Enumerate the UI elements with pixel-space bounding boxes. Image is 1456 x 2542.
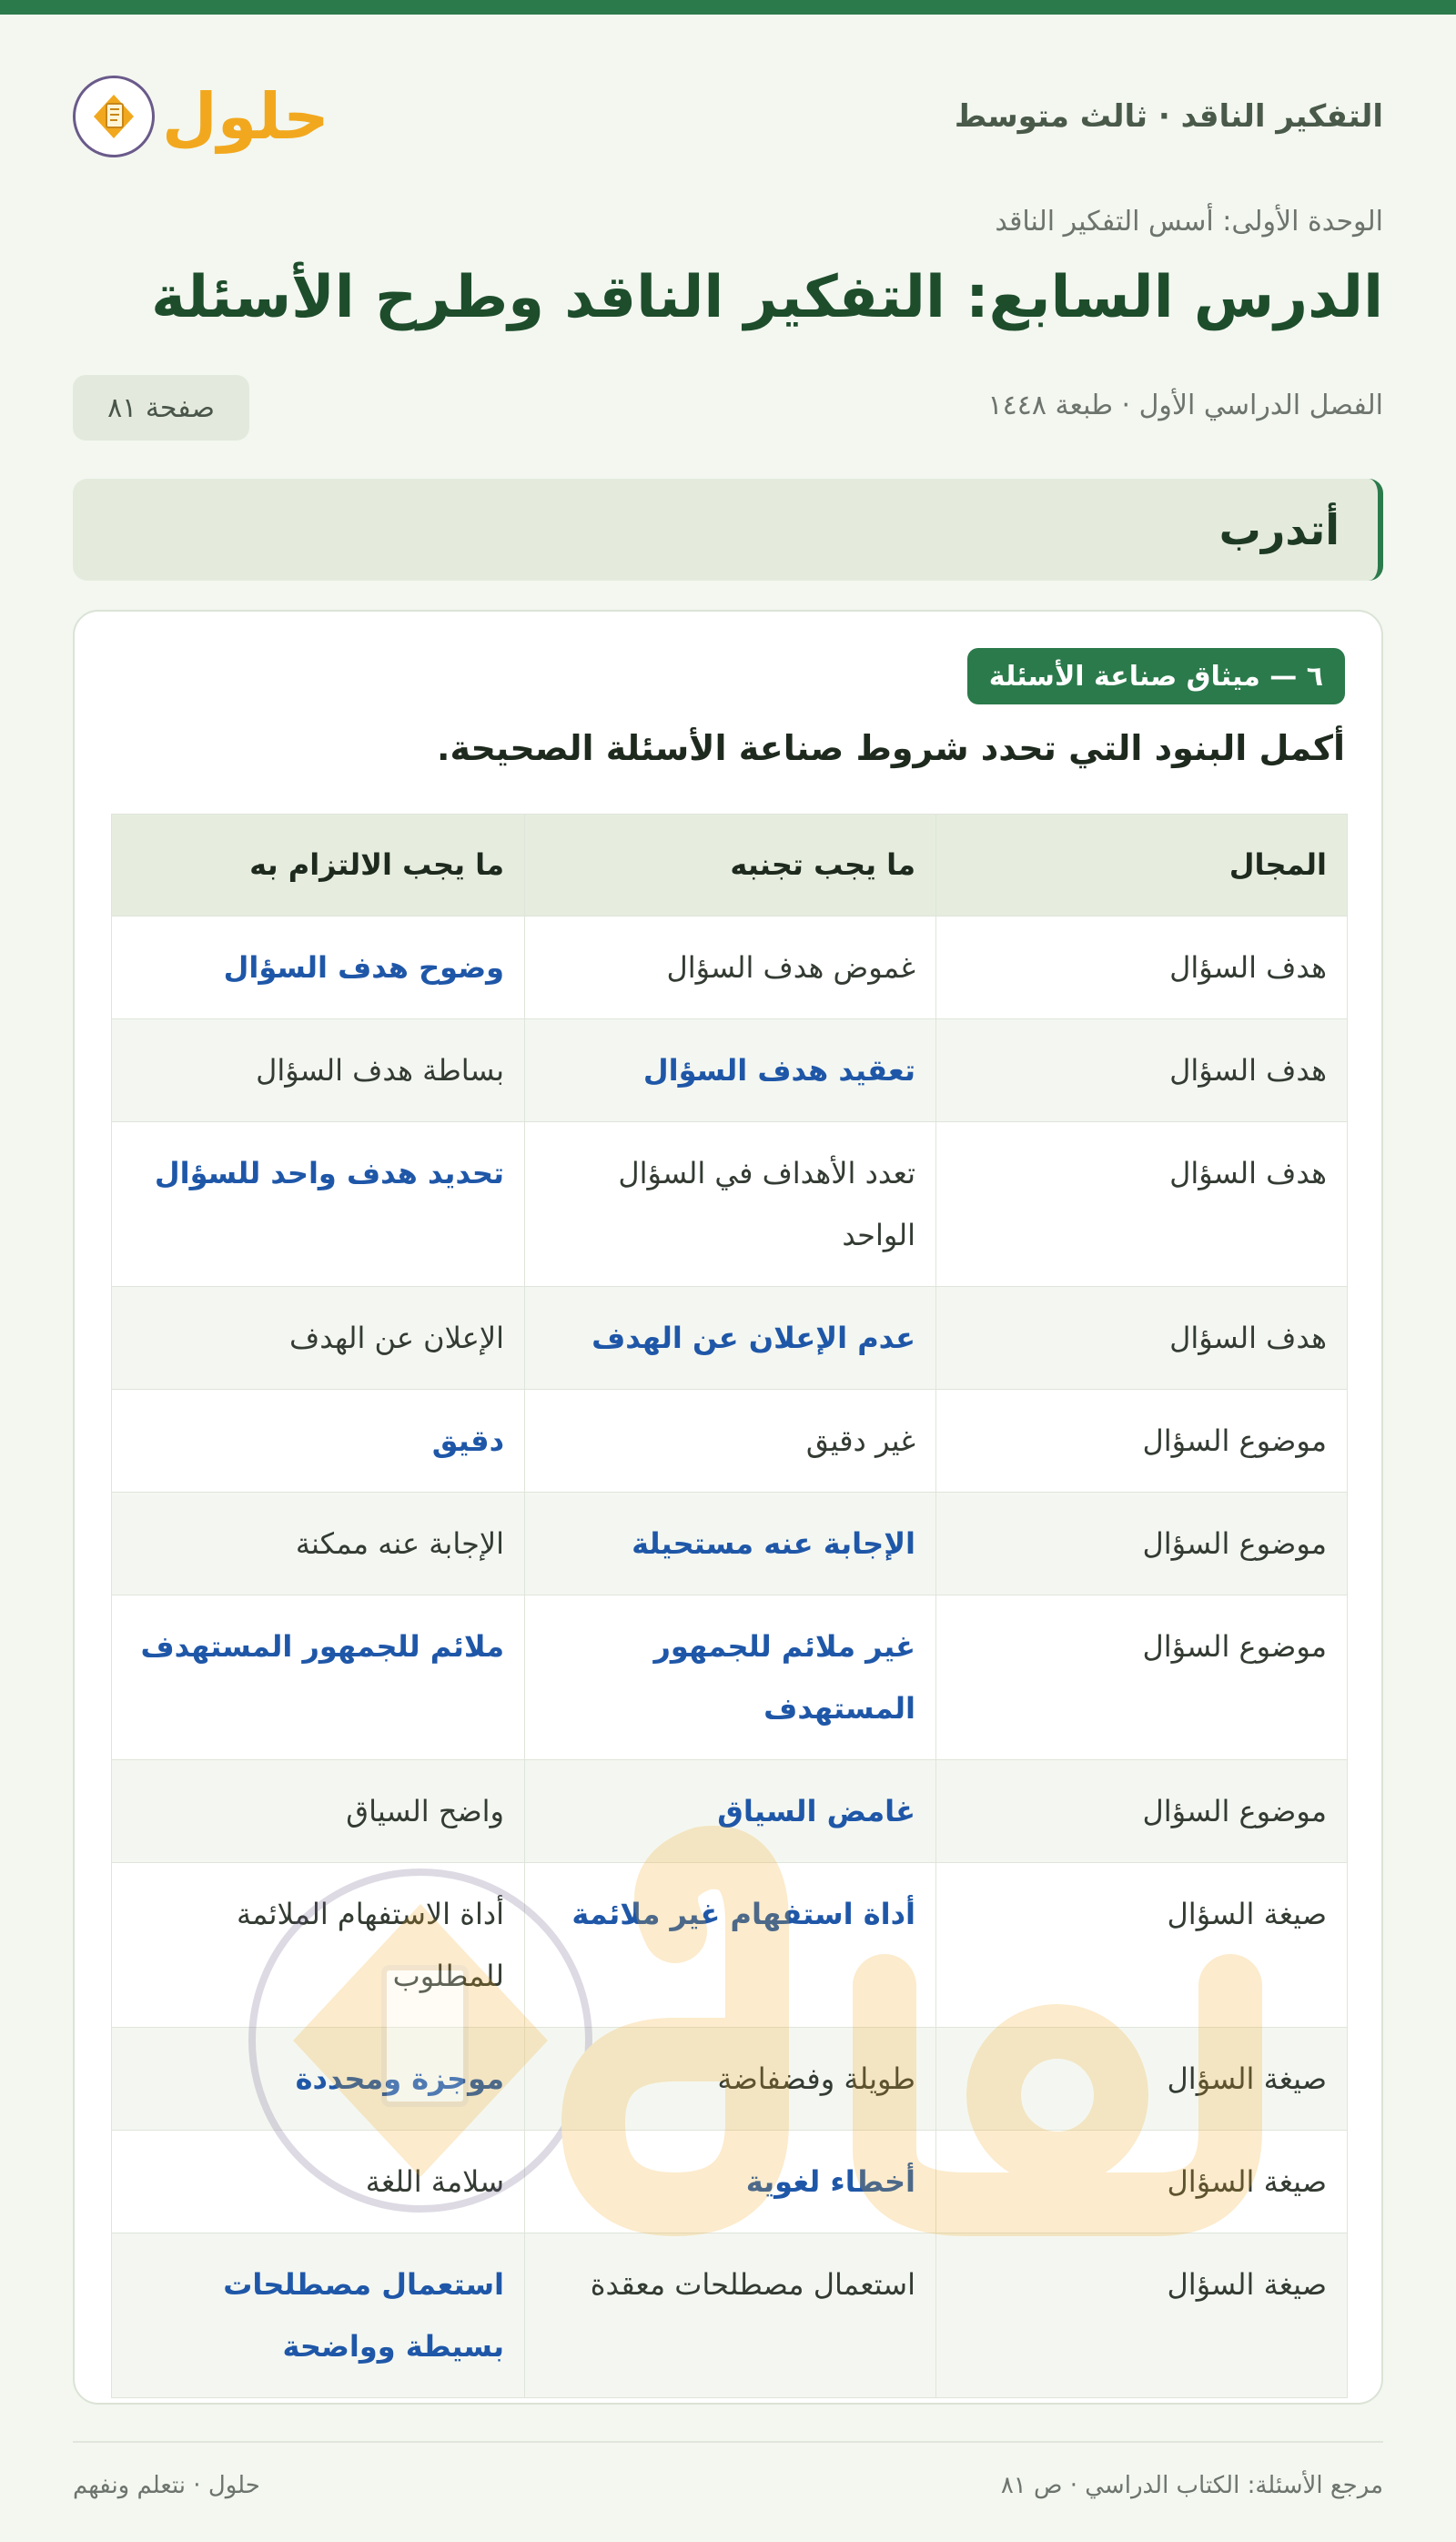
exercise-badge: ٦ — ميثاق صناعة الأسئلة [967, 648, 1345, 704]
cell-avoid: أداة استفهام غير ملائمة [525, 1863, 936, 2028]
cell-avoid: تعقيد هدف السؤال [525, 1019, 936, 1122]
footer-divider [73, 2441, 1383, 2443]
cell-domain: هدف السؤال [936, 1287, 1348, 1390]
table-row [112, 1493, 1348, 1595]
page-header [73, 66, 1383, 167]
cell-avoid: الإجابة عنه مستحيلة [525, 1493, 936, 1595]
exercise-question: أكمل البنود التي تحدد شروط صناعة الأسئلة الصحيحة. [437, 728, 1345, 768]
cell-commit: وضوح هدف السؤال [112, 917, 525, 1019]
cell-domain: هدف السؤال [936, 1019, 1348, 1122]
cell-domain: موضوع السؤال [936, 1493, 1348, 1595]
cell-avoid: طويلة وفضفاضة [525, 2028, 936, 2131]
table-row [112, 1019, 1348, 1122]
cell-domain: هدف السؤال [936, 1122, 1348, 1287]
cell-avoid: تعدد الأهداف في السؤال الواحد [525, 1122, 936, 1287]
table-row [112, 917, 1348, 1019]
cell-commit: سلامة اللغة [112, 2131, 525, 2233]
cell-commit: ملائم للجمهور المستهدف [112, 1595, 525, 1760]
cell-domain: صيغة السؤال [936, 2028, 1348, 2131]
column-header-commit: ما يجب الالتزام به [112, 815, 525, 917]
semester-label: الفصل الدراسي الأول · طبعة ١٤٤٨ [987, 390, 1383, 421]
exercise-card [73, 610, 1383, 2405]
table-row [112, 1390, 1348, 1493]
cell-avoid: عدم الإعلان عن الهدف [525, 1287, 936, 1390]
column-header-domain: المجال [936, 815, 1348, 917]
table-row [112, 1122, 1348, 1287]
section-title: أتدرب [1218, 505, 1340, 554]
table-row [112, 1863, 1348, 2028]
cell-domain: موضوع السؤال [936, 1760, 1348, 1863]
cell-avoid: غامض السياق [525, 1760, 936, 1863]
cell-commit: أداة الاستفهام الملائمة للمطلوب [112, 1863, 525, 2028]
cell-domain: صيغة السؤال [936, 2233, 1348, 2398]
table-row [112, 1287, 1348, 1390]
cell-domain: صيغة السؤال [936, 2131, 1348, 2233]
table-row [112, 1595, 1348, 1760]
cell-commit: واضح السياق [112, 1760, 525, 1863]
cell-commit: تحديد هدف واحد للسؤال [112, 1122, 525, 1287]
page-number-chip: صفحة ٨١ [73, 375, 249, 441]
cell-avoid: استعمال مصطلحات معقدة [525, 2233, 936, 2398]
cell-domain: صيغة السؤال [936, 1863, 1348, 2028]
cell-avoid: غير دقيق [525, 1390, 936, 1493]
footer-reference: مرجع الأسئلة: الكتاب الدراسي · ص ٨١ [1000, 2472, 1383, 2499]
cell-commit: استعمال مصطلحات بسيطة وواضحة [112, 2233, 525, 2398]
lesson-title: الدرس السابع: التفكير الناقد وطرح الأسئلة [151, 264, 1383, 331]
logo-book-icon [73, 76, 155, 157]
top-accent-bar [0, 0, 1456, 15]
unit-label: الوحدة الأولى: أسس التفكير الناقد [995, 206, 1383, 238]
cell-commit: الإجابة عنه ممكنة [112, 1493, 525, 1595]
table-row [112, 2233, 1348, 2398]
cell-avoid: غير ملائم للجمهور المستهدف [525, 1595, 936, 1760]
cell-commit: بساطة هدف السؤال [112, 1019, 525, 1122]
footer-brand: حلول · نتعلم ونفهم [73, 2472, 260, 2499]
section-header [73, 479, 1383, 581]
site-logo[interactable] [73, 66, 329, 167]
cell-commit: الإعلان عن الهدف [112, 1287, 525, 1390]
table-header-row [112, 815, 1348, 917]
cell-commit: موجزة ومحددة [112, 2028, 525, 2131]
cell-commit: دقيق [112, 1390, 525, 1493]
table-row [112, 2131, 1348, 2233]
table-row [112, 1760, 1348, 1863]
question-charter-table [111, 814, 1348, 2398]
subject-label: التفكير الناقد · ثالث متوسط [954, 98, 1383, 135]
cell-avoid: غموض هدف السؤال [525, 917, 936, 1019]
cell-domain: موضوع السؤال [936, 1595, 1348, 1760]
cell-avoid: أخطاء لغوية [525, 2131, 936, 2233]
cell-domain: هدف السؤال [936, 917, 1348, 1019]
column-header-avoid: ما يجب تجنبه [525, 815, 936, 917]
logo-wordmark: حلول [162, 79, 329, 154]
table-row [112, 2028, 1348, 2131]
cell-domain: موضوع السؤال [936, 1390, 1348, 1493]
